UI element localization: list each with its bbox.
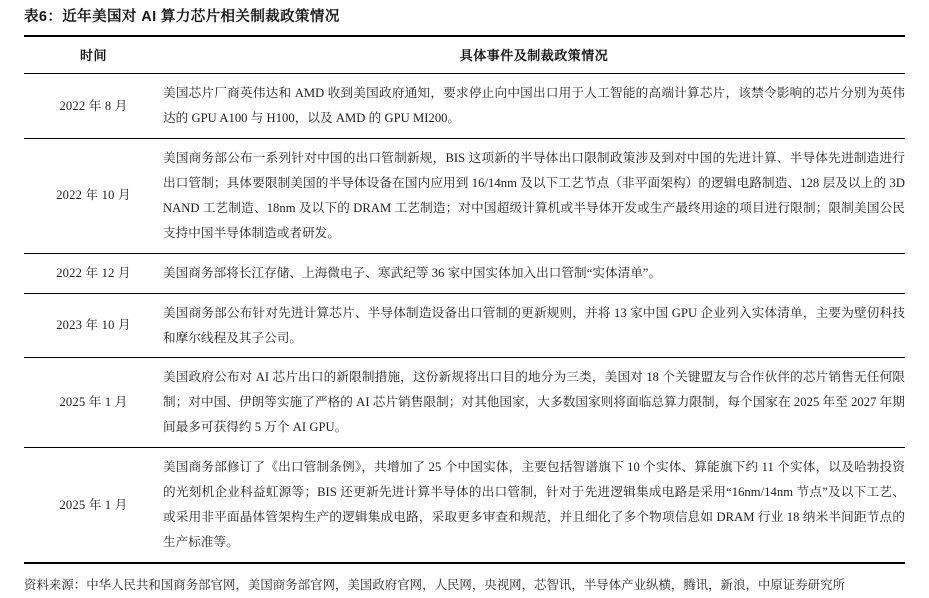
column-header-detail: 具体事件及制裁政策情况 — [163, 36, 905, 74]
table-row — [24, 74, 905, 139]
cell-time: 2022 年 10 月 — [24, 138, 163, 253]
cell-detail: 美国商务部公布一系列针对中国的出口管制新规，BIS 这项新的半导体出口限制政策涉及到对中国的先进计算、半导体先进制造进行出口管制；具体要限制美国的半导体设备在国内应用到 16/14nm 及以下工艺节点（非平面架构）的逻辑电路制造、128 层及以上的 3D NAND 工艺制造、18nm 及以下的 DRAM 工艺制造；对中国超级计算机或半导体开发或生产最终用途的项目进行限制；限制美国公民支持中国半导体制造或者研发。 — [163, 138, 905, 253]
table-row — [24, 253, 905, 293]
table-title: 表6：近年美国对 AI 算力芯片相关制裁政策情况 — [24, 9, 340, 25]
table-row — [24, 448, 905, 563]
cell-time: 2022 年 12 月 — [24, 253, 163, 293]
sanctions-policy-table — [24, 35, 905, 564]
table-row — [24, 293, 905, 358]
cell-detail: 美国政府公布对 AI 芯片出口的新限制措施，这份新规将出口目的地分为三类，美国对 18 个关键盟友与合作伙伴的芯片销售无任何限制；对中国、伊朗等实施了严格的 AI 芯片销售限制；对其他国家，大多数国家则将面临总算力限制，每个国家在 2025 年至 2027 年期间最多可获得约 5 万个 AI GPU。 — [163, 358, 905, 448]
cell-detail: 美国芯片厂商英伟达和 AMD 收到美国政府通知，要求停止向中国出口用于人工智能的高端计算芯片，该禁令影响的芯片分别为英伟达的 GPU A100 与 H100，以及 AMD 的 GPU MI200。 — [163, 86, 905, 126]
cell-time: 2023 年 10 月 — [24, 293, 163, 358]
cell-detail: 美国商务部公布针对先进计算芯片、半导体制造设备出口管制的更新规则，并将 13 家中国 GPU 企业列入实体清单，主要为壁仞科技和摩尔线程及其子公司。 — [163, 293, 905, 358]
cell-time: 2025 年 1 月 — [24, 448, 163, 563]
cell-detail: 美国商务部修订了《出口管制条例》，共增加了 25 个中国实体，主要包括智谱旗下 10 个实体、算能旗下约 11 个实体，以及哈勃投资的光刻机企业科益虹源等；BIS 还更新先进计算半导体的出口管制，针对于先进逻辑集成电路是采用“16nm/14nm 节点”及以下工艺、或采用非平面晶体管架构生产的逻辑集成电路，采取更多审查和规范，并且细化了多个物项信息如 DRAM 行业 18 纳米半间距节点的生产标准等。 — [163, 448, 905, 563]
source-note: 资料来源：中华人民共和国商务部官网，美国商务部官网，美国政府官网，人民网，央视网，芯智讯，半导体产业纵横，腾讯，新浪，中原证券研究所 — [24, 577, 846, 592]
cell-detail: 美国商务部将长江存储、上海微电子、寒武纪等 36 家中国实体加入出口管制“实体清单”。 — [163, 253, 905, 293]
table-row — [24, 138, 905, 253]
table-body — [24, 74, 905, 563]
cell-time: 2025 年 1 月 — [24, 358, 163, 448]
cell-time: 2022 年 8 月 — [59, 98, 128, 113]
table-header-row — [24, 36, 905, 74]
table-row — [24, 358, 905, 448]
column-header-time: 时间 — [24, 36, 163, 74]
table-header — [24, 36, 905, 74]
